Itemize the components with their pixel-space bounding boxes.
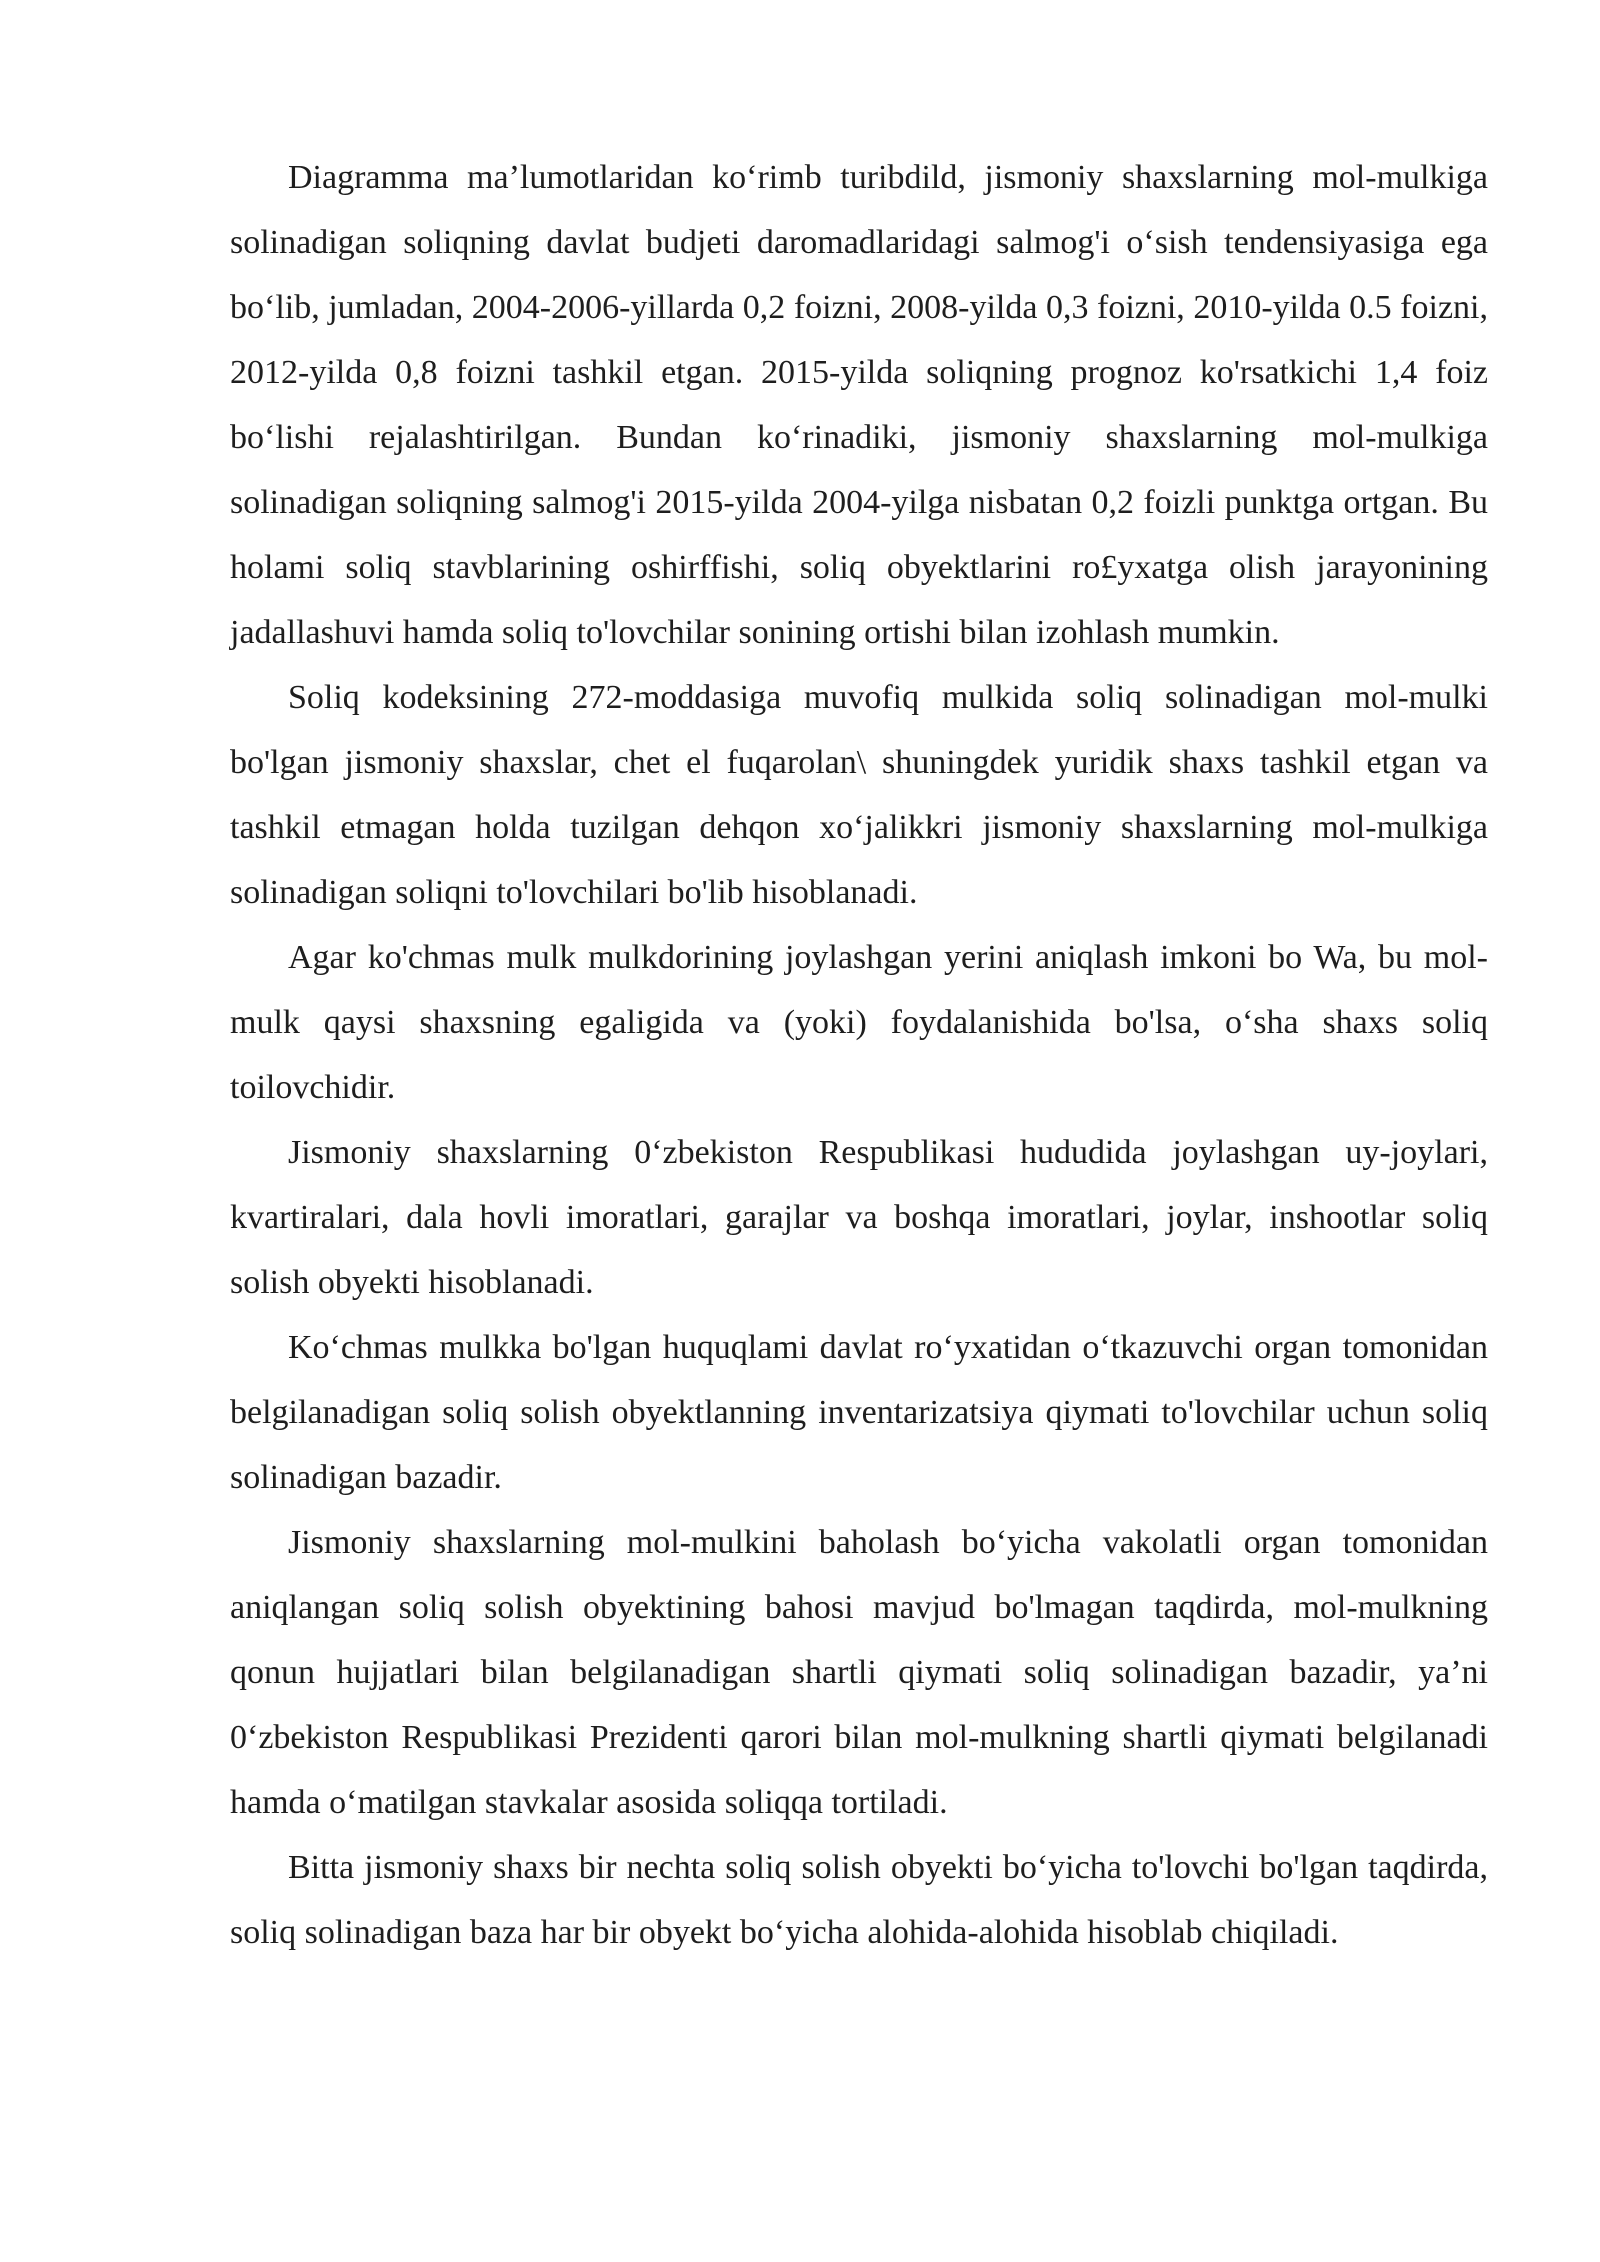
paragraph-2: Soliq kodeksining 272-moddasiga muvofiq mulkida soliq solinadigan mol-mulki bo'lgan jismoniy shaxslar, chet el fuqarolan\ shuningdek yuridik shaxs tashkil etgan va tashkil etmagan holda tuzilgan dehqon xo‘jalikkri jismoniy shaxslarning mol-mulkiga solinadigan soliqni to'lovchilari bo'lib hisoblanadi. xyxy=(230,679,1488,911)
paragraph-3: Agar ko'chmas mulk mulkdorining joylashgan yerini aniqlash imkoni bo Wa, bu mol-mulk qaysi shaxsning egaligida va (yoki) foydalanishida bo'lsa, o‘sha shaxs soliq toilovchidir. xyxy=(230,939,1488,1106)
body-text xyxy=(230,145,1488,1965)
paragraph-7: Bitta jismoniy shaxs bir nechta soliq solish obyekti bo‘yicha to'lovchi bo'lgan taqdirda, soliq solinadigan baza har bir obyekt bo‘yicha alohida-alohida hisoblab chiqiladi. xyxy=(230,1849,1488,1951)
paragraph-4: Jismoniy shaxslarning 0‘zbekiston Respublikasi hududida joylashgan uy-joylari, kvartiralari, dala hovli imoratlari, garajlar va boshqa imoratlari, joylar, inshootlar soliq solish obyekti hisoblanadi. xyxy=(230,1134,1488,1301)
paragraph-6: Jismoniy shaxslarning mol-mulkini baholash bo‘yicha vakolatli organ tomonidan aniqlangan soliq solish obyektining bahosi mavjud bo'lmagan taqdirda, mol-mulkning qonun hujjatlari bilan belgilanadigan shartli qiymati soliq solinadigan bazadir, ya’ni 0‘zbekiston Respublikasi Prezidenti qarori bilan mol-mulkning shartli qiymati belgilanadi hamda o‘matilgan stavkalar asosida soliqqa tortiladi. xyxy=(230,1524,1488,1821)
paragraph-1: Diagramma ma’lumotlaridan ko‘rimb turibdild, jismoniy shaxslarning mol-mulkiga solinadigan soliqning davlat budjeti daromadlaridagi salmog'i o‘sish tendensiyasiga ega bo‘lib, jumladan, 2004-2006-yillarda 0,2 foizni, 2008-yilda 0,3 foizni, 2010-yilda 0.5 foizni, 2012-yilda 0,8 foizni tashkil etgan. 2015-yilda soliqning prognoz ko'rsatkichi 1,4 foiz bo‘lishi rejalashtirilgan. Bundan ko‘rinadiki, jismoniy shaxslarning mol-mulkiga solinadigan soliqning salmog'i 2015-yilda 2004-yilga nisbatan 0,2 foizli punktga ortgan. Bu holami soliq stavblarining oshirffishi, soliq obyektlarini ro£yxatga olish jarayonining jadallashuvi hamda soliq to'lovchilar sonining ortishi bilan izohlash mumkin. xyxy=(230,159,1488,651)
paragraph-5: Ko‘chmas mulkka bo'lgan huquqlami davlat ro‘yxatidan o‘tkazuvchi organ tomonidan belgilanadigan soliq solish obyektlanning inventarizatsiya qiymati to'lovchilar uchun soliq solinadigan bazadir. xyxy=(230,1329,1488,1496)
